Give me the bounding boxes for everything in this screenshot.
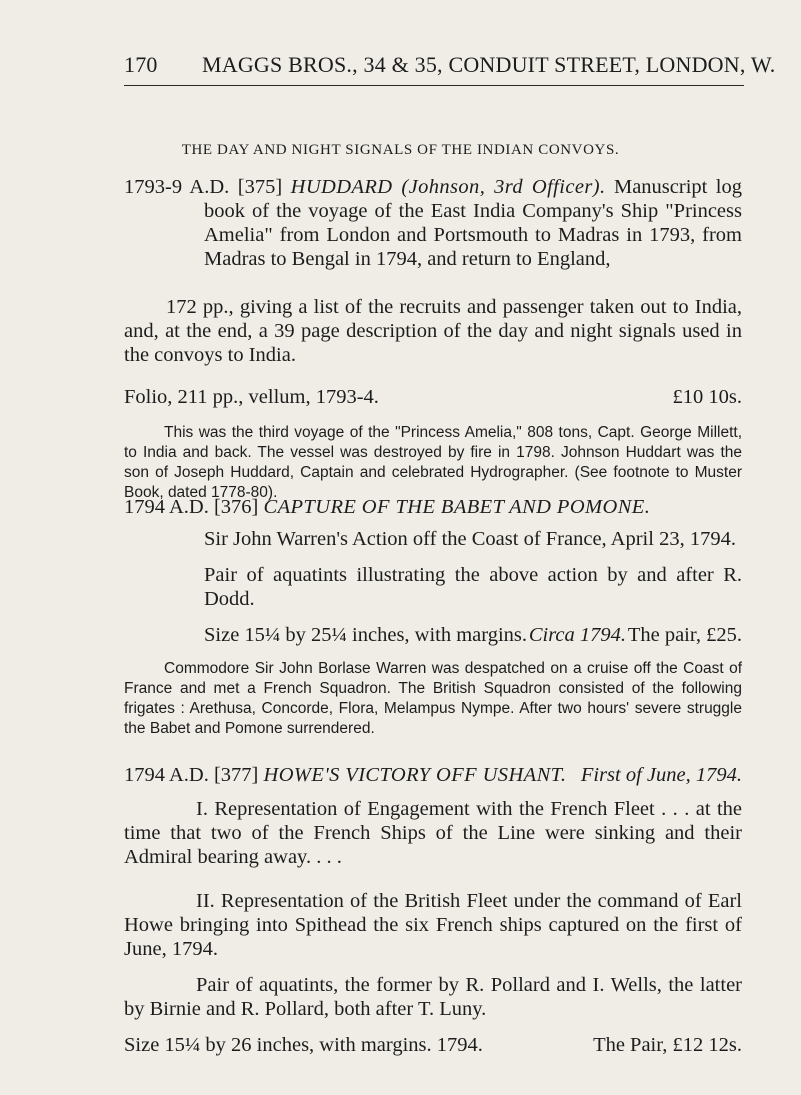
entry-description: 172 pp., giving a list of the recruits and passenger taken out to India, and, at the end, a 39 page description of the day and night signals used in the convoys to India.	[124, 296, 742, 366]
catalogue-entry-377	[124, 763, 742, 1057]
entry-price: The pair, £25.	[627, 624, 742, 646]
entry-number: [377]	[213, 764, 259, 786]
entry-price: £10 10s.	[672, 386, 742, 408]
entry-heading	[124, 495, 742, 519]
entry-pair: Pair of aquatints, the former by R. Pollard and I. Wells, the latter by Birnie and R. Pollard, both after T. Luny.	[124, 974, 742, 1020]
entry-date: 1793-9 A.D.	[124, 176, 230, 198]
entry-note: Commodore Sir John Borlase Warren was despatched on a cruise off the Coast of France and met a French Squadron. The British Squadron consisted of the following frigates : Arethusa, Concorde, Flora, Melampus Nympe. After two hours' severe struggle the Babet and Pomone surrendered.	[124, 660, 742, 737]
entry-format: Folio, 211 pp., vellum, 1793-4.	[124, 386, 379, 408]
header-rule	[124, 85, 744, 86]
entry-title-rest: Manuscript log book of the voyage of the East India Company's Ship "Princess Amelia" from London and Portsmouth to Madras in 1793, from Madras to Bengal in 1794, and return to England,	[204, 176, 743, 270]
catalogue-entry-375	[124, 175, 742, 503]
entry-format-row	[124, 385, 742, 409]
publisher-line: MAGGS BROS., 34 & 35, CONDUIT STREET, LONDON, W.	[202, 52, 776, 77]
entry-title: CAPTURE OF THE BABET AND POMONE.	[263, 496, 651, 518]
entry-part-one: I. Representation of Engagement with the French Fleet . . . at the time that two of the French Ships of the Line were sinking and their Admiral bearing away. . . .	[124, 798, 742, 868]
entry-date-note: First of June, 1794.	[580, 764, 742, 786]
entry-circa: Circa 1794.	[528, 624, 627, 646]
entry-date: 1794 A.D.	[124, 764, 209, 786]
entry-price: The Pair, £12 12s.	[593, 1034, 742, 1056]
page-number: 170	[124, 52, 158, 77]
entry-heading	[124, 175, 742, 271]
entry-note: This was the third voyage of the "Princess Amelia," 808 tons, Capt. George Millett, to India and back. The vessel was destroyed by fire in 1798. Johnson Huddart was the son of Joseph Huddard, Captain and celebrated Hydrographer. (See footnote to Muster Book, dated 1778-80).	[124, 424, 742, 501]
entry-date: 1794 A.D.	[124, 496, 209, 518]
section-title: THE DAY AND NIGHT SIGNALS OF THE INDIAN CONVOYS.	[181, 142, 620, 158]
entry-size-row	[124, 623, 742, 647]
entry-heading	[124, 763, 742, 787]
entry-line: Pair of aquatints illustrating the above action by and after R. Dodd.	[204, 564, 742, 610]
entry-number: [376]	[213, 496, 259, 518]
entry-size-row	[124, 1033, 742, 1057]
entry-size: Size 15¼ by 26 inches, with margins. 1794.	[124, 1034, 483, 1056]
entry-part-two: II. Representation of the British Fleet under the command of Earl Howe bringing into Spithead the six French ships captured on the first of June, 1794.	[124, 890, 742, 960]
entry-number: [375]	[237, 176, 283, 198]
catalogue-entry-376	[124, 495, 742, 739]
entry-title: HOWE'S VICTORY OFF USHANT.	[263, 764, 567, 786]
entry-title: HUDDARD (Johnson, 3rd Officer).	[290, 176, 606, 198]
entry-size: Size 15¼ by 25¼ inches, with margins.	[204, 624, 528, 646]
entry-line: Sir John Warren's Action off the Coast of France, April 23, 1794.	[204, 528, 736, 550]
